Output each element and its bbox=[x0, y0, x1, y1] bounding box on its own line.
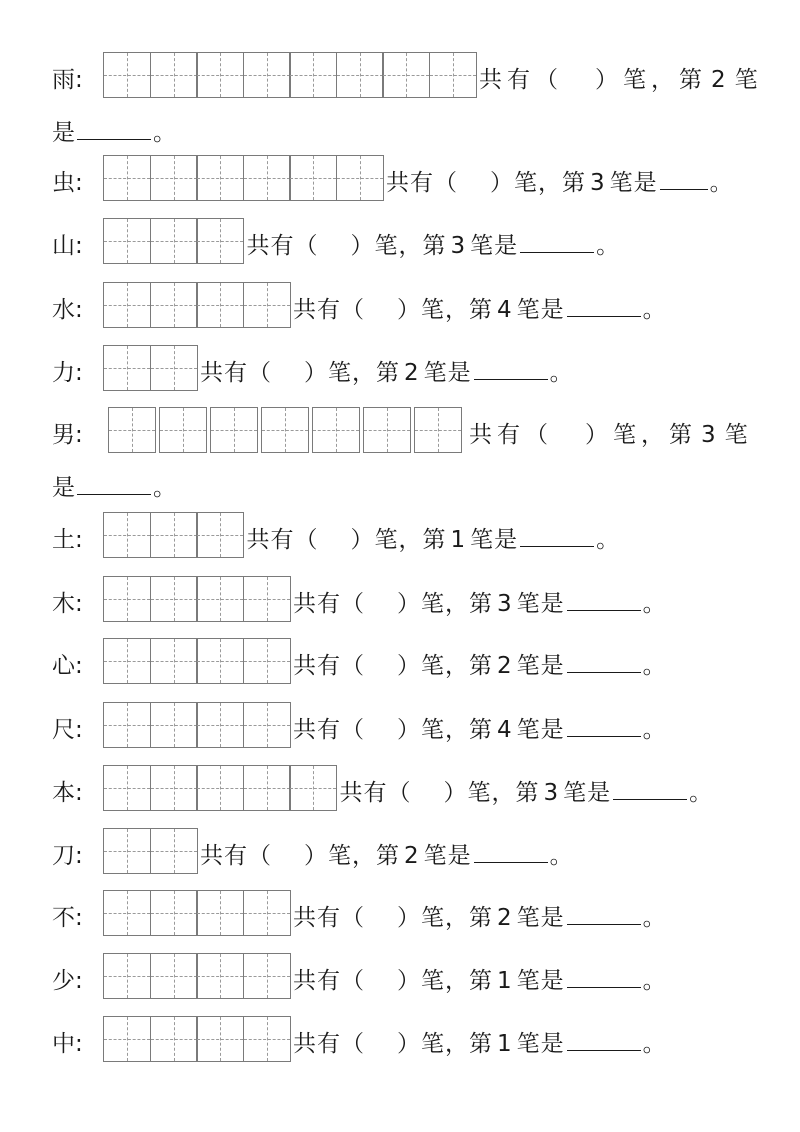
exercise-row bbox=[52, 407, 753, 453]
character-label bbox=[52, 899, 103, 936]
writing-grid bbox=[103, 953, 289, 999]
writing-grid bbox=[103, 345, 196, 391]
exercise-row bbox=[52, 345, 574, 391]
writing-box[interactable] bbox=[103, 828, 151, 874]
exercise-row bbox=[52, 512, 620, 558]
label-colon: : bbox=[75, 170, 83, 196]
writing-box[interactable] bbox=[150, 765, 198, 811]
exercise-row bbox=[52, 1016, 667, 1062]
writing-box[interactable] bbox=[196, 512, 244, 558]
sentence-end: 。 bbox=[642, 1031, 667, 1057]
stroke-word: 笔 bbox=[516, 905, 541, 931]
character-label bbox=[52, 585, 103, 622]
stroke-number: 2 bbox=[404, 843, 420, 869]
exercise-row bbox=[52, 702, 667, 748]
label-colon: : bbox=[75, 780, 83, 806]
stroke-word: 笔 bbox=[470, 527, 495, 553]
target-character: 山 bbox=[52, 233, 75, 259]
writing-grid bbox=[103, 890, 289, 936]
character-label bbox=[52, 416, 108, 453]
writing-box[interactable] bbox=[289, 155, 337, 201]
label-colon: : bbox=[75, 653, 83, 679]
label-colon: : bbox=[75, 67, 83, 93]
stroke-number: 3 bbox=[543, 780, 560, 806]
writing-box[interactable] bbox=[150, 282, 198, 328]
target-character: 刀 bbox=[52, 843, 75, 869]
writing-grid bbox=[103, 638, 289, 684]
writing-box[interactable] bbox=[196, 765, 244, 811]
writing-box[interactable] bbox=[196, 155, 244, 201]
is-word: 是 bbox=[540, 653, 565, 679]
target-character: 虫 bbox=[52, 170, 75, 196]
writing-box[interactable] bbox=[196, 282, 244, 328]
character-label bbox=[52, 1025, 103, 1062]
writing-box[interactable] bbox=[103, 702, 151, 748]
writing-box[interactable] bbox=[150, 576, 198, 622]
exercise-row bbox=[52, 52, 763, 98]
sentence-end: 。 bbox=[709, 170, 734, 196]
stroke-name-answer-blank[interactable] bbox=[567, 608, 641, 611]
writing-box[interactable] bbox=[243, 638, 291, 684]
character-label bbox=[52, 354, 103, 391]
sentence-end: 。 bbox=[642, 968, 667, 994]
character-label bbox=[52, 774, 103, 811]
is-word: 是 bbox=[633, 170, 658, 196]
stroke-order-prefix: ）笔，第 bbox=[304, 360, 400, 386]
writing-grid bbox=[103, 282, 289, 328]
is-word: 是 bbox=[447, 360, 472, 386]
stroke-count-prefix: 共有（ bbox=[293, 653, 365, 679]
stroke-count-prefix: 共有（ bbox=[469, 422, 553, 448]
target-character: 心 bbox=[52, 653, 75, 679]
exercise-row bbox=[52, 828, 574, 874]
character-label bbox=[52, 291, 103, 328]
writing-box[interactable] bbox=[243, 890, 291, 936]
stroke-order-prefix: ）笔，第 bbox=[595, 67, 707, 93]
exercise-row bbox=[52, 218, 620, 264]
is-word: 是 bbox=[494, 233, 519, 259]
question-text bbox=[289, 647, 667, 684]
stroke-count-prefix: 共有（ bbox=[293, 591, 365, 617]
exercise-row bbox=[52, 282, 667, 328]
writing-box[interactable] bbox=[196, 218, 244, 264]
question-text bbox=[289, 711, 667, 748]
stroke-word: 笔 bbox=[516, 1031, 541, 1057]
writing-box[interactable] bbox=[243, 282, 291, 328]
stroke-word: 笔 bbox=[563, 780, 588, 806]
question-text bbox=[289, 1025, 667, 1062]
writing-box[interactable] bbox=[150, 155, 198, 201]
character-label bbox=[52, 164, 103, 201]
writing-grid bbox=[108, 407, 465, 453]
stroke-number: 2 bbox=[404, 360, 420, 386]
target-character: 力 bbox=[52, 360, 75, 386]
exercise-row bbox=[52, 155, 734, 201]
stroke-number: 2 bbox=[497, 905, 513, 931]
writing-box[interactable] bbox=[243, 155, 291, 201]
sentence-end: 。 bbox=[642, 297, 667, 323]
stroke-count-prefix: 共有（ bbox=[479, 67, 563, 93]
character-label bbox=[52, 711, 103, 748]
question-text bbox=[243, 521, 621, 558]
stroke-name-answer-blank[interactable] bbox=[567, 314, 641, 317]
stroke-count-prefix: 共有（ bbox=[293, 968, 365, 994]
writing-grid bbox=[103, 512, 243, 558]
sentence-end: 。 bbox=[642, 653, 667, 679]
exercise-row bbox=[52, 576, 667, 622]
writing-box[interactable] bbox=[196, 890, 244, 936]
writing-box[interactable] bbox=[150, 218, 198, 264]
writing-grid bbox=[103, 576, 289, 622]
writing-box[interactable] bbox=[108, 407, 156, 453]
stroke-name-answer-blank[interactable] bbox=[567, 1048, 641, 1051]
character-label bbox=[52, 962, 103, 999]
writing-box[interactable] bbox=[196, 638, 244, 684]
sentence-end: 。 bbox=[153, 475, 176, 501]
writing-box[interactable] bbox=[150, 512, 198, 558]
sentence-end: 。 bbox=[596, 527, 621, 553]
writing-box[interactable] bbox=[243, 576, 291, 622]
target-character: 男 bbox=[52, 422, 75, 448]
stroke-name-answer-blank[interactable] bbox=[474, 860, 548, 863]
exercise-row bbox=[52, 638, 667, 684]
target-character: 本 bbox=[52, 780, 75, 806]
stroke-number: 2 bbox=[711, 67, 731, 93]
stroke-number: 4 bbox=[497, 717, 513, 743]
is-word: 是 bbox=[52, 120, 75, 146]
label-colon: : bbox=[75, 1031, 83, 1057]
label-colon: : bbox=[75, 717, 83, 743]
writing-box[interactable] bbox=[150, 1016, 198, 1062]
writing-box[interactable] bbox=[103, 576, 151, 622]
writing-box[interactable] bbox=[196, 702, 244, 748]
label-colon: : bbox=[75, 591, 83, 617]
is-word: 是 bbox=[494, 527, 519, 553]
stroke-order-prefix: ）笔，第 bbox=[397, 591, 493, 617]
sentence-end: 。 bbox=[642, 905, 667, 931]
target-character: 土 bbox=[52, 527, 75, 553]
writing-box[interactable] bbox=[159, 407, 207, 453]
sentence-end: 。 bbox=[596, 233, 621, 259]
writing-box[interactable] bbox=[243, 702, 291, 748]
stroke-name-answer-blank[interactable] bbox=[567, 734, 641, 737]
writing-box[interactable] bbox=[196, 576, 244, 622]
writing-box[interactable] bbox=[196, 52, 244, 98]
stroke-order-prefix: ）笔，第 bbox=[397, 297, 493, 323]
writing-box[interactable] bbox=[196, 1016, 244, 1062]
writing-box[interactable] bbox=[150, 345, 198, 391]
stroke-count-prefix: 共有（ bbox=[200, 843, 272, 869]
character-label bbox=[52, 227, 103, 264]
stroke-order-prefix: ）笔，第 bbox=[350, 527, 447, 553]
sentence-end: 。 bbox=[642, 591, 667, 617]
stroke-order-prefix: ）笔，第 bbox=[350, 233, 447, 259]
stroke-word: 笔 bbox=[724, 422, 753, 448]
label-colon: : bbox=[75, 422, 83, 448]
label-colon: : bbox=[75, 233, 83, 259]
label-colon: : bbox=[75, 527, 83, 553]
writing-box[interactable] bbox=[382, 52, 430, 98]
writing-grid bbox=[103, 218, 243, 264]
target-character: 水 bbox=[52, 297, 75, 323]
stroke-count-prefix: 共有（ bbox=[246, 233, 319, 259]
writing-grid bbox=[103, 52, 475, 98]
stroke-number: 3 bbox=[450, 233, 467, 259]
writing-box[interactable] bbox=[103, 345, 151, 391]
writing-box[interactable] bbox=[103, 765, 151, 811]
is-word: 是 bbox=[447, 843, 472, 869]
stroke-count-prefix: 共有（ bbox=[293, 297, 365, 323]
character-label bbox=[52, 521, 103, 558]
stroke-name-answer-blank[interactable] bbox=[77, 137, 151, 140]
is-word: 是 bbox=[540, 297, 565, 323]
writing-box[interactable] bbox=[243, 953, 291, 999]
writing-box[interactable] bbox=[103, 1016, 151, 1062]
label-colon: : bbox=[75, 843, 83, 869]
label-colon: : bbox=[75, 905, 83, 931]
writing-box[interactable] bbox=[103, 282, 151, 328]
target-character: 木 bbox=[52, 591, 75, 617]
writing-box[interactable] bbox=[103, 218, 151, 264]
stroke-word: 笔 bbox=[516, 717, 541, 743]
stroke-word: 笔 bbox=[516, 297, 541, 323]
question-text bbox=[289, 585, 667, 622]
writing-box[interactable] bbox=[429, 52, 477, 98]
writing-box[interactable] bbox=[243, 765, 291, 811]
stroke-word: 笔 bbox=[423, 843, 448, 869]
writing-box[interactable] bbox=[243, 52, 291, 98]
question-text bbox=[289, 899, 667, 936]
writing-grid bbox=[103, 155, 382, 201]
writing-box[interactable] bbox=[103, 155, 151, 201]
writing-box[interactable] bbox=[103, 953, 151, 999]
writing-box[interactable] bbox=[210, 407, 258, 453]
stroke-word: 笔 bbox=[470, 233, 495, 259]
target-character: 不 bbox=[52, 905, 75, 931]
writing-grid bbox=[103, 702, 289, 748]
writing-box[interactable] bbox=[261, 407, 309, 453]
writing-box[interactable] bbox=[414, 407, 462, 453]
exercise-row bbox=[52, 765, 713, 811]
stroke-word: 笔 bbox=[516, 968, 541, 994]
writing-grid bbox=[103, 828, 196, 874]
stroke-name-answer-blank[interactable] bbox=[613, 797, 687, 800]
writing-box[interactable] bbox=[336, 155, 384, 201]
question-text bbox=[243, 227, 621, 264]
writing-box[interactable] bbox=[150, 953, 198, 999]
writing-box[interactable] bbox=[103, 52, 151, 98]
stroke-name-answer-blank[interactable] bbox=[520, 250, 594, 253]
question-text bbox=[475, 61, 763, 98]
is-word: 是 bbox=[540, 905, 565, 931]
stroke-count-prefix: 共有（ bbox=[386, 170, 458, 196]
stroke-count-prefix: 共有（ bbox=[339, 780, 412, 806]
question-text bbox=[465, 416, 753, 453]
target-character: 少 bbox=[52, 968, 75, 994]
stroke-order-prefix: ）笔，第 bbox=[443, 780, 540, 806]
question-text bbox=[289, 962, 667, 999]
sentence-end: 。 bbox=[689, 780, 714, 806]
stroke-number: 1 bbox=[497, 1031, 513, 1057]
writing-grid bbox=[103, 1016, 289, 1062]
stroke-count-prefix: 共有（ bbox=[293, 905, 365, 931]
stroke-word: 笔 bbox=[609, 170, 634, 196]
stroke-word: 笔 bbox=[734, 67, 763, 93]
stroke-order-prefix: ）笔，第 bbox=[397, 653, 493, 679]
stroke-name-answer-blank[interactable] bbox=[660, 187, 708, 190]
stroke-order-prefix: ）笔，第 bbox=[397, 905, 493, 931]
is-word: 是 bbox=[540, 1031, 565, 1057]
target-character: 中 bbox=[52, 1031, 75, 1057]
writing-box[interactable] bbox=[312, 407, 360, 453]
stroke-word: 笔 bbox=[516, 591, 541, 617]
writing-grid bbox=[103, 765, 336, 811]
exercise-row bbox=[52, 953, 667, 999]
writing-box[interactable] bbox=[289, 765, 337, 811]
character-label bbox=[52, 647, 103, 684]
stroke-count-prefix: 共有（ bbox=[200, 360, 272, 386]
label-colon: : bbox=[75, 968, 83, 994]
stroke-number: 3 bbox=[701, 422, 721, 448]
stroke-order-prefix: ）笔，第 bbox=[397, 1031, 493, 1057]
is-word: 是 bbox=[52, 475, 75, 501]
stroke-order-prefix: ）笔，第 bbox=[397, 717, 493, 743]
label-colon: : bbox=[75, 297, 83, 323]
stroke-order-prefix: ）笔，第 bbox=[585, 422, 697, 448]
writing-box[interactable] bbox=[150, 702, 198, 748]
stroke-count-prefix: 共有（ bbox=[246, 527, 319, 553]
writing-box[interactable] bbox=[363, 407, 411, 453]
exercise-row-continued bbox=[52, 469, 176, 502]
writing-box[interactable] bbox=[103, 638, 151, 684]
label-colon: : bbox=[75, 360, 83, 386]
stroke-name-answer-blank[interactable] bbox=[567, 985, 641, 988]
writing-box[interactable] bbox=[336, 52, 384, 98]
is-word: 是 bbox=[540, 717, 565, 743]
question-text bbox=[336, 774, 714, 811]
writing-box[interactable] bbox=[196, 953, 244, 999]
stroke-name-answer-blank[interactable] bbox=[520, 544, 594, 547]
stroke-number: 3 bbox=[497, 591, 513, 617]
character-label bbox=[52, 61, 103, 98]
sentence-end: 。 bbox=[549, 843, 574, 869]
question-text bbox=[196, 354, 574, 391]
question-text bbox=[382, 164, 734, 201]
stroke-name-answer-blank[interactable] bbox=[567, 670, 641, 673]
stroke-word: 笔 bbox=[423, 360, 448, 386]
sentence-end: 。 bbox=[153, 120, 176, 146]
character-label bbox=[52, 837, 103, 874]
stroke-number: 1 bbox=[450, 527, 467, 553]
target-character: 尺 bbox=[52, 717, 75, 743]
stroke-order-prefix: ）笔，第 bbox=[397, 968, 493, 994]
is-word: 是 bbox=[587, 780, 612, 806]
stroke-name-answer-blank[interactable] bbox=[567, 922, 641, 925]
writing-box[interactable] bbox=[243, 1016, 291, 1062]
stroke-name-answer-blank[interactable] bbox=[77, 492, 151, 495]
question-text bbox=[289, 291, 667, 328]
question-text bbox=[196, 837, 574, 874]
writing-box[interactable] bbox=[103, 512, 151, 558]
writing-box[interactable] bbox=[150, 638, 198, 684]
sentence-end: 。 bbox=[549, 360, 574, 386]
stroke-word: 笔 bbox=[516, 653, 541, 679]
stroke-name-answer-blank[interactable] bbox=[474, 377, 548, 380]
writing-box[interactable] bbox=[103, 890, 151, 936]
stroke-order-prefix: ）笔，第 bbox=[490, 170, 586, 196]
is-word: 是 bbox=[540, 968, 565, 994]
stroke-count-prefix: 共有（ bbox=[293, 717, 365, 743]
target-character: 雨 bbox=[52, 67, 75, 93]
is-word: 是 bbox=[540, 591, 565, 617]
stroke-order-prefix: ）笔，第 bbox=[304, 843, 400, 869]
writing-box[interactable] bbox=[150, 828, 198, 874]
writing-box[interactable] bbox=[150, 890, 198, 936]
stroke-count-prefix: 共有（ bbox=[293, 1031, 365, 1057]
stroke-number: 4 bbox=[497, 297, 513, 323]
exercise-row bbox=[52, 890, 667, 936]
writing-box[interactable] bbox=[289, 52, 337, 98]
exercise-row-continued bbox=[52, 114, 176, 147]
stroke-number: 3 bbox=[590, 170, 606, 196]
sentence-end: 。 bbox=[642, 717, 667, 743]
writing-box[interactable] bbox=[150, 52, 198, 98]
stroke-number: 2 bbox=[497, 653, 513, 679]
stroke-number: 1 bbox=[497, 968, 513, 994]
